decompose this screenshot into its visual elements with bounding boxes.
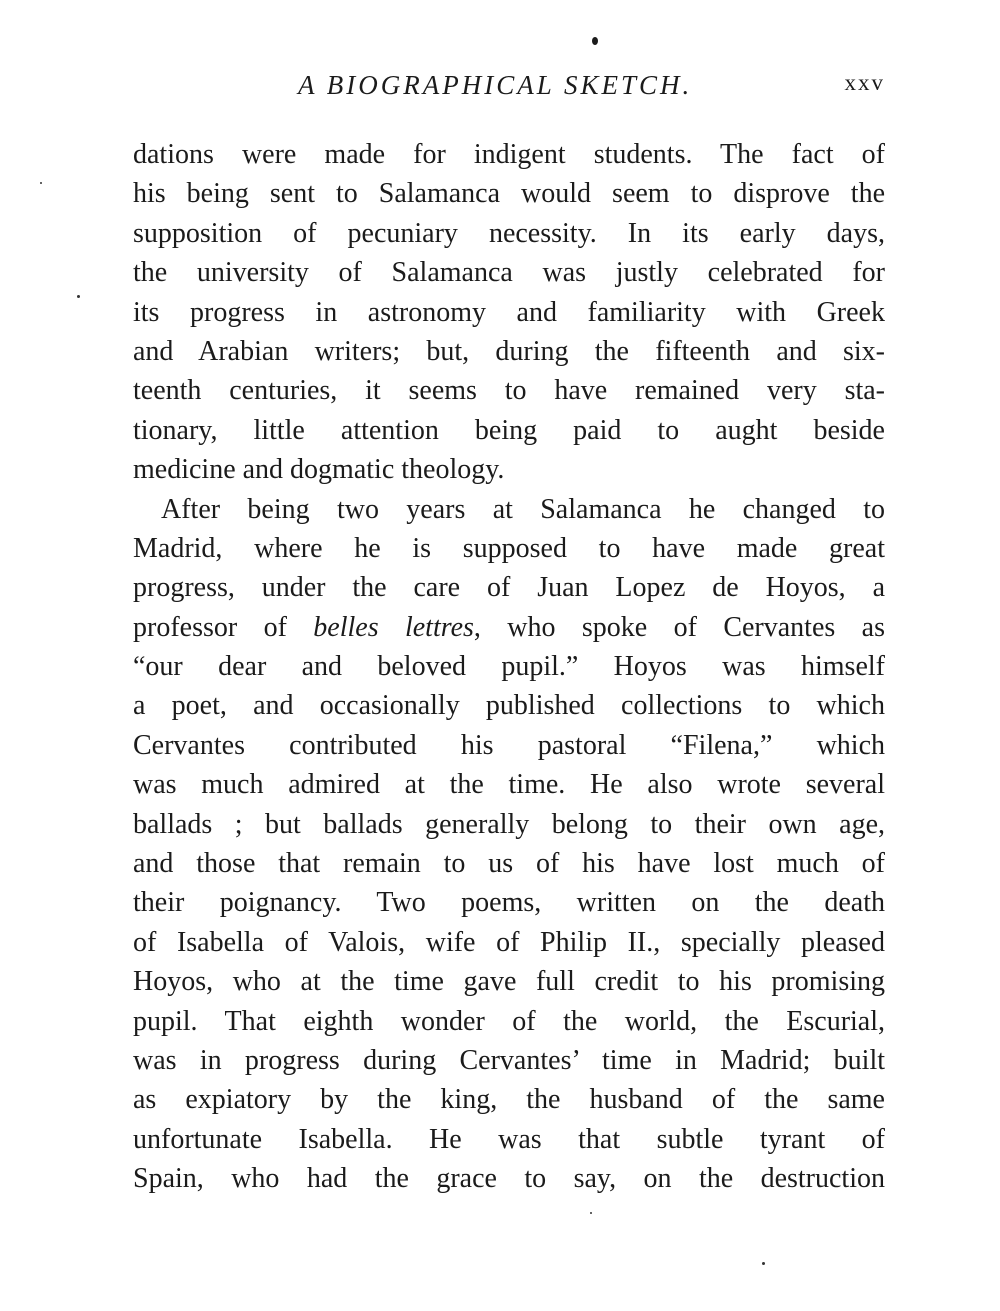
text-line: was in progress during Cervantes’ time in Madrid; built (133, 1044, 885, 1076)
text-line-with-italic (133, 608, 885, 647)
text-line: as expiatory by the king, the husband of the same (133, 1084, 885, 1116)
paper-speck (762, 1262, 765, 1265)
text-line: After being two years at Salamanca he changed to (161, 493, 885, 525)
text-line: and Arabian writers; but, during the fifteenth and six- (133, 335, 885, 367)
text-line: pupil. That eighth wonder of the world, the Escurial, (133, 1005, 885, 1037)
text-line: medicine and dogmatic theology. (133, 454, 505, 486)
text-line: dations were made for indigent students. The fact of (133, 139, 885, 170)
text-line: of Isabella of Valois, wife of Philip II., specially pleased (133, 926, 885, 958)
text-line: “our dear and beloved pupil.” Hoyos was himself (133, 651, 885, 683)
text-line: Cervantes contributed his pastoral “Filena,” which (133, 729, 885, 761)
running-head-title: A BIOGRAPHICAL SKETCH. (298, 70, 693, 100)
body-text (133, 135, 885, 1199)
text-line: his being sent to Salamanca would seem to disprove the (133, 178, 885, 210)
text-line: unfortunate Isabella. He was that subtle tyrant of (133, 1123, 885, 1155)
text-line: supposition of pecuniary necessity. In its early days, (133, 217, 885, 249)
paper-speck (40, 182, 42, 184)
paragraph-2 (133, 490, 885, 1199)
text-line: teenth centuries, it seems to have remained very sta- (133, 375, 885, 407)
paper-speck (77, 295, 80, 298)
page-number: xxv (844, 70, 885, 95)
text-line: their poignancy. Two poems, written on the death (133, 887, 885, 919)
text-line: progress, under the care of Juan Lopez de Hoyos, a (133, 572, 885, 604)
text-line: and those that remain to us of his have lost much of (133, 848, 885, 880)
paragraph-1 (133, 135, 885, 490)
ink-dot-mark (592, 37, 598, 45)
text-line: Madrid, where he is supposed to have made great (133, 532, 885, 564)
text-line: a poet, and occasionally published collections to which (133, 690, 885, 722)
text-run: professor of (133, 611, 314, 643)
text-run: , who spoke of Cervantes as (473, 611, 885, 643)
text-line: its progress in astronomy and familiarity with Greek (133, 296, 885, 328)
italic-phrase: belles lettres (313, 611, 474, 643)
text-line: was much admired at the time. He also wrote several (133, 769, 885, 801)
text-line: Spain, who had the grace to say, on the destruction (133, 1163, 885, 1195)
text-line: ballads ; but ballads generally belong to their own age, (133, 808, 885, 840)
text-line: Hoyos, who at the time gave full credit to his promising (133, 966, 885, 998)
running-head (133, 70, 885, 110)
paper-speck (590, 1212, 592, 1214)
text-line: tionary, little attention being paid to aught beside (133, 414, 885, 446)
text-line: the university of Salamanca was justly celebrated for (133, 257, 885, 289)
